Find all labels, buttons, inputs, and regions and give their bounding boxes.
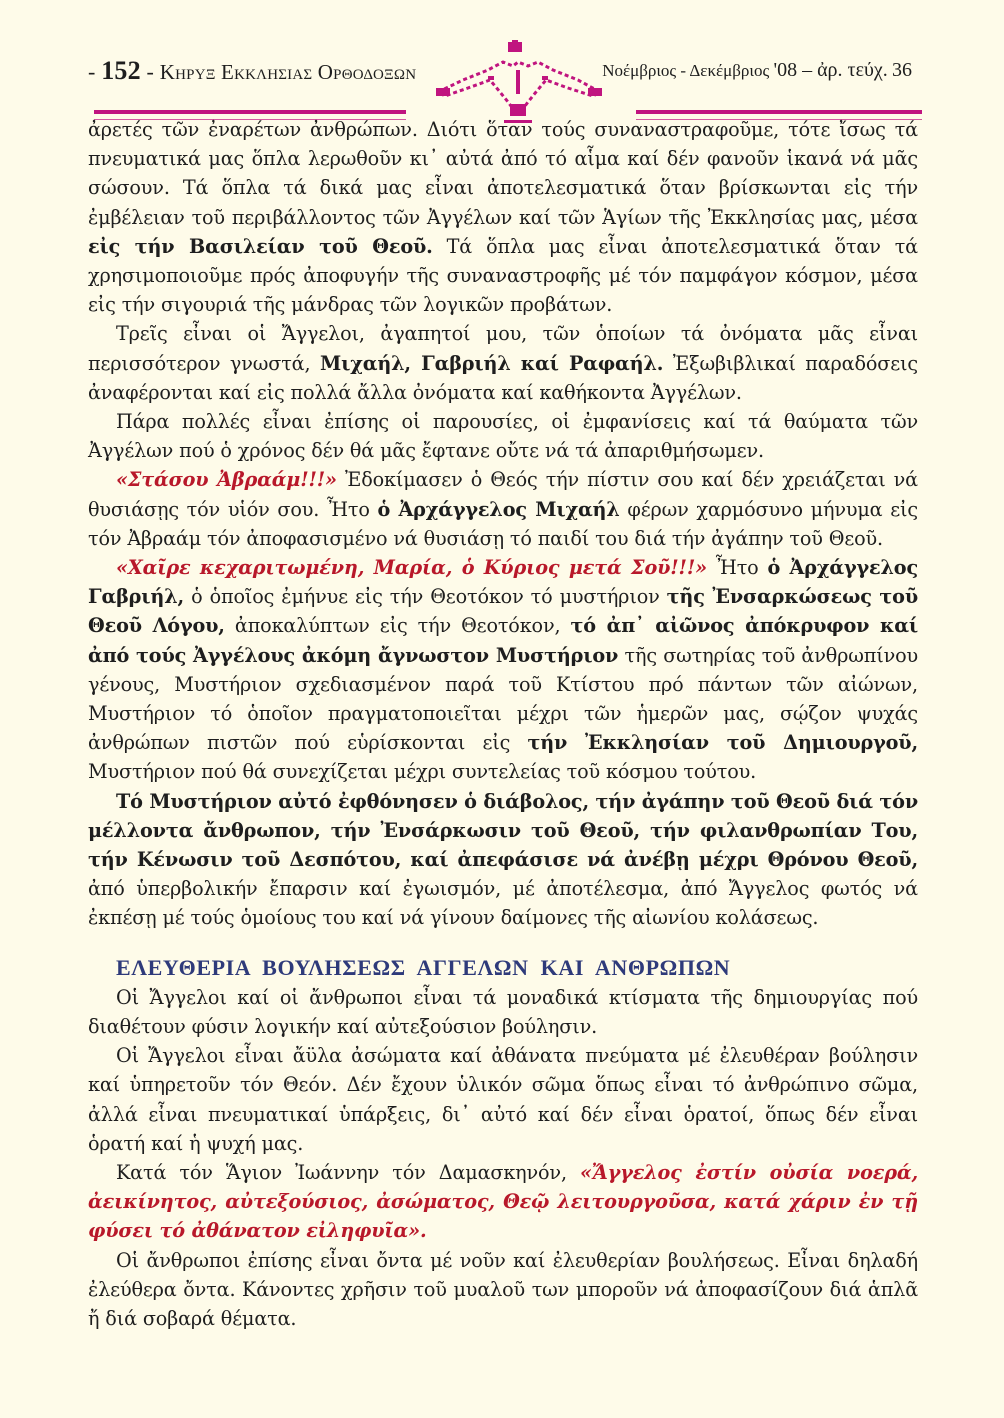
text-run: τῆς σωτηρίας τοῦ ἀνθρωπίνου γένους, Μυστήριον σχεδιασμένον παρά τοῦ Κτίστου πρό πάντων τῶν αἰώνων, Μυστήριον τό ὁποῖον πραγματοποιεῖται μέχρι τῶν ἡμερῶν μας, σῴζον ψυχάς ἀνθρώπων πιστῶν πού εὑρίσκονται εἰς: [88, 643, 919, 755]
text-run: Οἱ Ἄγγελοι εἶναι ἄϋλα ἀσώματα καί ἀθάνατα πνεύματα μέ ἐλευθέραν βούλησιν καί ὑπηρετοῦν τόν Θεόν. Δέν ἔχουν ὑλικόν σῶμα ὅπως εἶναι τό ἀνθρώπινο σῶμα, ἀλλά εἶναι πνευματικαί ὑπάρξεις, δι᾽ αὐτό καί δέν εἶναι ὁρατοί, ὅπως δέν εἶναι ὁρατή καί ἡ ψυχή μας.: [88, 1044, 918, 1155]
text-run: Κατά τόν Ἅγιον Ἰωάννην τόν Δαμασκηνόν,: [116, 1160, 581, 1184]
double-headed-eagle-ornament-icon: [418, 40, 618, 126]
article-paragraphs: [88, 115, 918, 933]
text-run: ὁ ὁποῖος ἐμήνυε εἰς τήν Θεοτόκον τό μυστήριον: [184, 585, 667, 609]
paragraph: [88, 407, 918, 465]
text-run: Ἐδοκίμασεν ὁ Θεός τήν πίστιν σου καί δέν χρειάζεται νά θυσιάσῃς τόν υἱόν σου. Ἦτο: [88, 468, 918, 521]
article-body: [88, 115, 918, 1333]
text-run: φέρων χαρμόσυνο μήνυμα εἰς τόν Ἀβραάμ τόν ἀποφασισμένο νά θυσιάσῃ τό παιδί του διά τήν ἀγάπην τοῦ Θεοῦ.: [88, 497, 918, 550]
text-run: Τά ὅπλα μας εἶναι ἀποτελεσματικά ὅταν τά χρησιμοποιοῦμε πρός ἀποφυγήν τῆς συναναστροφῆς μέ τόν παμφάγον κόσμον, μέσα εἰς τήν σιγουριά τῆς μάνδρας τῶν λογικῶν προβάτων.: [88, 234, 918, 317]
emphasis-text: ὁ Ἀρχάγγελος Μιχαήλ: [377, 497, 620, 521]
text-run: ἀπό ὑπερβολικήν ἔπαρσιν καί ἐγωισμόν, μέ ἀποτέλεσμα, ἀπό Ἄγγελος φωτός νά ἐκπέσῃ μέ τούς ὁμοίους του καί νά γίνουν δαίμονες τῆς αἰωνίου κολάσεως.: [88, 877, 918, 930]
emphasis-text: εἰς τήν Βασιλείαν τοῦ Θεοῦ.: [88, 234, 433, 258]
paragraph: [88, 1246, 918, 1334]
paragraph: [88, 115, 918, 319]
page-number: 152: [101, 56, 141, 85]
running-head-left: - 152 - Κηρυξ Εκκλησιας Ορθοδοξων: [88, 56, 417, 85]
quotation-text: «Χαῖρε κεχαριτωμένη, Μαρία, ὁ Κύριος μετά Σοῦ!!!»: [116, 556, 707, 580]
text-run: ἀρετές τῶν ἐναρέτων ἀνθρώπων. Διότι ὅταν τούς συναναστραφοῦμε, τότε ἴσως τά πνευματικά μας ὅπλα λερωθοῦν κι᾽ αὐτά ἀπό τό αἷμα καί δέν φανοῦν ἱκανά νά μᾶς σώσουν. Τά ὅπλα τά δικά μας εἶναι ἀποτελεσματικά ὅταν βρίσκωνται εἰς τήν ἐμβέλειαν τοῦ περιβάλλοντος τῶν Ἀγγέλων καί τῶν Ἁγίων τῆς Ἐκκλησίας μας, μέσα: [88, 118, 918, 229]
header-rule-left: [94, 110, 406, 114]
paragraph: [88, 787, 918, 933]
text-run: Πάρα πολλές εἶναι ἐπίσης οἱ παρουσίες, οἱ ἐμφανίσεις καί τά θαύματα τῶν Ἀγγέλων πού ὁ χρόνος δέν θά μᾶς ἔφτανε οὔτε νά τά ἀπαριθμήσωμεν.: [88, 410, 918, 463]
text-run: Τρεῖς εἶναι οἱ Ἄγγελοι, ἀγαπητοί μου, τῶν ὁποίων τά ὀνόματα μᾶς εἶναι περισσότερον γνωστά,: [88, 322, 918, 375]
emphasis-text: τήν Ἐκκλησίαν τοῦ Δημιουργοῦ,: [527, 731, 918, 755]
paragraph: [88, 1158, 918, 1246]
header-rule-right: [636, 110, 922, 114]
emphasis-text: τό ἀπ᾽ αἰῶνος ἀπόκρυφον καί ἀπό τούς Ἀγγέλους ἀκόμη ἄγνωστον Μυστήριον: [88, 614, 918, 667]
emphasis-text: τῆς Ἐνσαρκώσεως τοῦ Θεοῦ Λόγου,: [88, 585, 918, 638]
page-header: [88, 40, 926, 115]
issue-number: 36: [892, 59, 912, 81]
emphasis-text: ὁ Ἀρχάγγελος Γαβριήλ,: [88, 556, 918, 609]
paragraph: [88, 319, 918, 407]
issue-months: Νοέμβριος - Δεκέμβριος: [602, 61, 770, 80]
journal-title: Κηρυξ Εκκλησιας Ορθοδοξων: [159, 60, 417, 84]
text-run: Ἦτο: [706, 556, 768, 580]
emphasis-text: Τό Μυστήριον αὐτό ἐφθόνησεν ὁ διάβολος, τήν ἀγάπην τοῦ Θεοῦ διά τόν μέλλοντα ἄνθρωπον, τήν Ἐνσάρκωσιν τοῦ Θεοῦ, τήν φιλανθρωπίαν Του, τήν Κένωσιν τοῦ Δεσπότου, καί ἀπεφάσισε νά ἀνέβῃ μέχρι Θρόνου Θεοῦ,: [88, 789, 918, 872]
text-run: Οἱ ἄνθρωποι ἐπίσης εἶναι ὄντα μέ νοῦν καί ἐλευθερίαν βουλήσεως. Εἶναι δηλαδή ἐλεύθερα ὄντα. Κάνοντες χρῆσιν τοῦ μυαλοῦ των μποροῦν νά ἀποφασίζουν διά ἁπλᾶ ἤ διά σοβαρά θέματα.: [88, 1248, 918, 1330]
text-run: Ἐξωβιβλικαί παραδόσεις ἀναφέρονται καί εἰς πολλά ἄλλα ὀνόματα καί καθήκοντα Ἀγγέλων.: [88, 351, 918, 404]
text-run: Μυστήριον πού θά συνεχίζεται μέχρι συντελείας τοῦ κόσμου τούτου.: [88, 760, 757, 784]
quotation-text: «Στάσου Ἀβραάμ!!!»: [116, 468, 337, 492]
paragraph: [88, 553, 918, 787]
paragraph: [88, 465, 918, 553]
paragraph: [88, 983, 918, 1041]
text-run: Οἱ Ἄγγελοι καί οἱ ἄνθρωποι εἶναι τά μοναδικά κτίσματα τῆς δημιουργίας πού διαθέτουν φύσιν λογικήν καί αὐτεξούσιον βούλησιν.: [88, 985, 918, 1038]
paragraph: [88, 1041, 918, 1158]
quotation-text: «Ἄγγελος ἐστίν οὐσία νοερά, ἀεικίνητος, αὐτεξούσιος, ἀσώματος, Θεῷ λειτουργοῦσα, κατά χάριν ἐν τῇ φύσει τό ἀθάνατον εἰληφυῖα».: [88, 1160, 918, 1243]
section-heading: ΕΛΕΥΘΕΡΙΑ ΒΟΥΛΗΣΕΩΣ ΑΓΓΕΛΩΝ ΚΑΙ ΑΝΘΡΩΠΩΝ: [116, 954, 731, 980]
running-head-right: [602, 59, 912, 82]
issue-year: '08 – ἀρ. τεύχ.: [773, 59, 888, 81]
section-paragraphs: [88, 983, 918, 1333]
text-run: ἀποκαλύπτων εἰς τήν Θεοτόκον,: [224, 614, 571, 638]
emphasis-text: Μιχαήλ, Γαβριήλ καί Ραφαήλ.: [320, 351, 664, 375]
